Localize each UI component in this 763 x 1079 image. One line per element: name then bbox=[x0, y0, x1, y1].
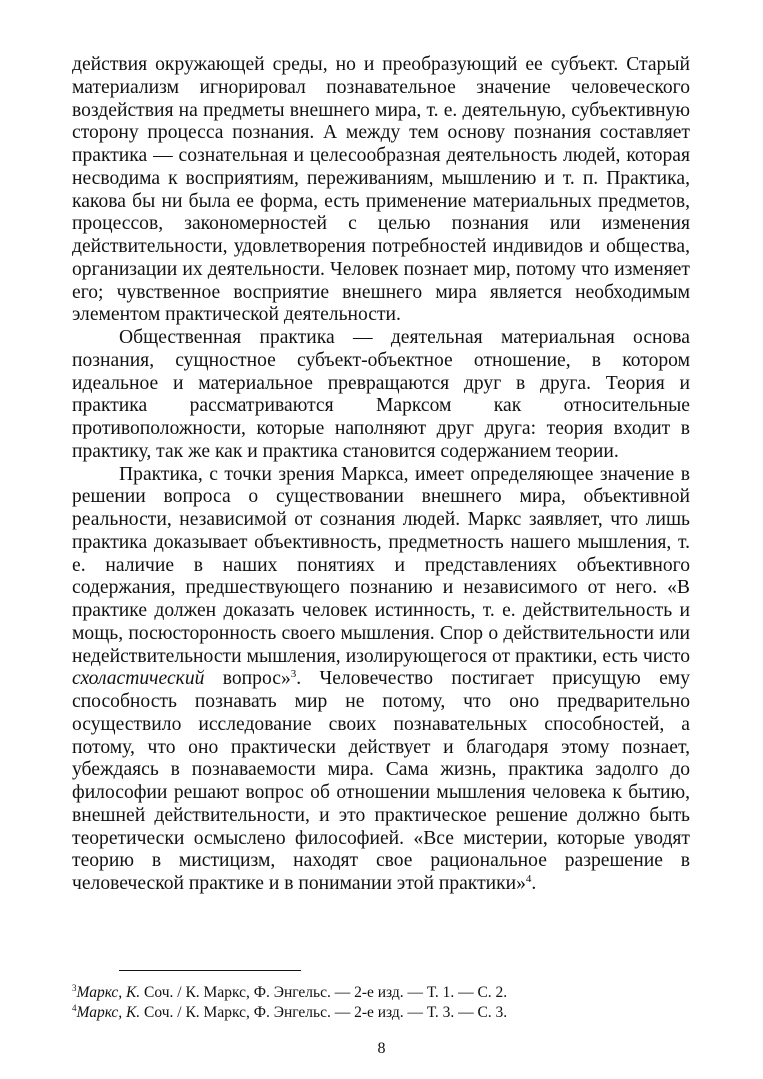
footnote-ref[interactable]: 3 bbox=[290, 668, 297, 681]
footnote bbox=[72, 983, 690, 1003]
emphasis-text: схоластический bbox=[72, 668, 205, 690]
footnotes bbox=[72, 983, 690, 1023]
paragraph-text: . Человечество постигает присущую ему способность познавать мир не потому, что оно предварительно осуществило исследование своих познавательных способностей, а потому, что оно практически действует и благодаря этому познает, убеждаясь в познаваемости мира. Сама жизнь, практика задолго до философии решают вопрос об отношении мышления человека к бытию, внешней действительности, и это практическое решение должно быть теоретически осмыслено философией. «Все мистерии, которые уводят теорию в мистицизм, находят свое рациональное разрешение в человеческой практике и в понимании этой практики» bbox=[72, 668, 691, 894]
footnote-text: Соч. / К. Маркс, Ф. Энгельс. — 2-е изд. — Т. 3. — С. 3. bbox=[140, 1004, 508, 1021]
paragraph bbox=[72, 54, 690, 327]
main-text bbox=[72, 54, 690, 896]
footnote-number: 3 bbox=[72, 983, 77, 993]
paragraph bbox=[72, 327, 690, 464]
paragraph-text: вопрос» bbox=[204, 668, 291, 690]
paragraph-text: . bbox=[531, 873, 537, 894]
paragraph-text: действия окружающей среды, но и преобразующий ее субъект. Старый материализм игнорировал познавательное значение человеческого воздействия на предметы внешнего мира, т. е. деятельную, субъективную сторону процесса познания. А между тем основу познания составляет практика — сознательная и целесообразная деятельность людей, которая несводима к восприятиям, переживаниям, мышлению и т. п. Практика, какова бы ни была ее форма, есть применение материальных предметов, процессов, закономерностей с целью познания или изменения действительности, удовлетворения потребностей индивидов и общества, организации их деятельности. Человек познает мир, потому что изменяет его; чувственное восприятие внешнего мира является необходимым элементом практической деятельности. bbox=[72, 54, 690, 326]
paragraph-text: Практика, с точки зрения Маркса, имеет определяющее значение в решении вопроса о существовании внешнего мира, объективной реальности, независимой от сознания людей. Маркс заявляет, что лишь практика доказывает объективность, предметность нашего мышления, т. е. наличие в наших понятиях и представлениях объективного содержания, предшествующего познанию и независимого от него. «В практике должен доказать человек истинность, т. е. действительность и мощь, посюсторонность своего мышления. Спор о действительности или недействительности мышления, изолирующегося от практики, есть чисто bbox=[72, 463, 690, 667]
footnote-separator bbox=[119, 970, 301, 971]
footnote-text: Соч. / К. Маркс, Ф. Энгельс. — 2-е изд. — Т. 1. — С. 2. bbox=[140, 984, 508, 1001]
paragraph-text: Общественная практика — деятельная материальная основа познания, сущностное субъект-объектное отношение, в котором идеальное и материальное превращаются друг в друга. Теория и практика рассматриваются Марксом как относительные противоположности, которые наполняют друг друга: теория входит в практику, так же как и практика становится содержанием теории. bbox=[72, 327, 690, 462]
footnote-author: Маркс, К. bbox=[76, 984, 141, 1001]
page-number: 8 bbox=[377, 1040, 386, 1057]
page-body bbox=[72, 54, 690, 896]
paragraph bbox=[72, 464, 690, 896]
footnote bbox=[72, 1003, 690, 1023]
footnote-author: Маркс, К. bbox=[76, 1004, 141, 1021]
footnote-number: 4 bbox=[72, 1003, 77, 1013]
footnote-ref[interactable]: 4 bbox=[525, 873, 532, 885]
